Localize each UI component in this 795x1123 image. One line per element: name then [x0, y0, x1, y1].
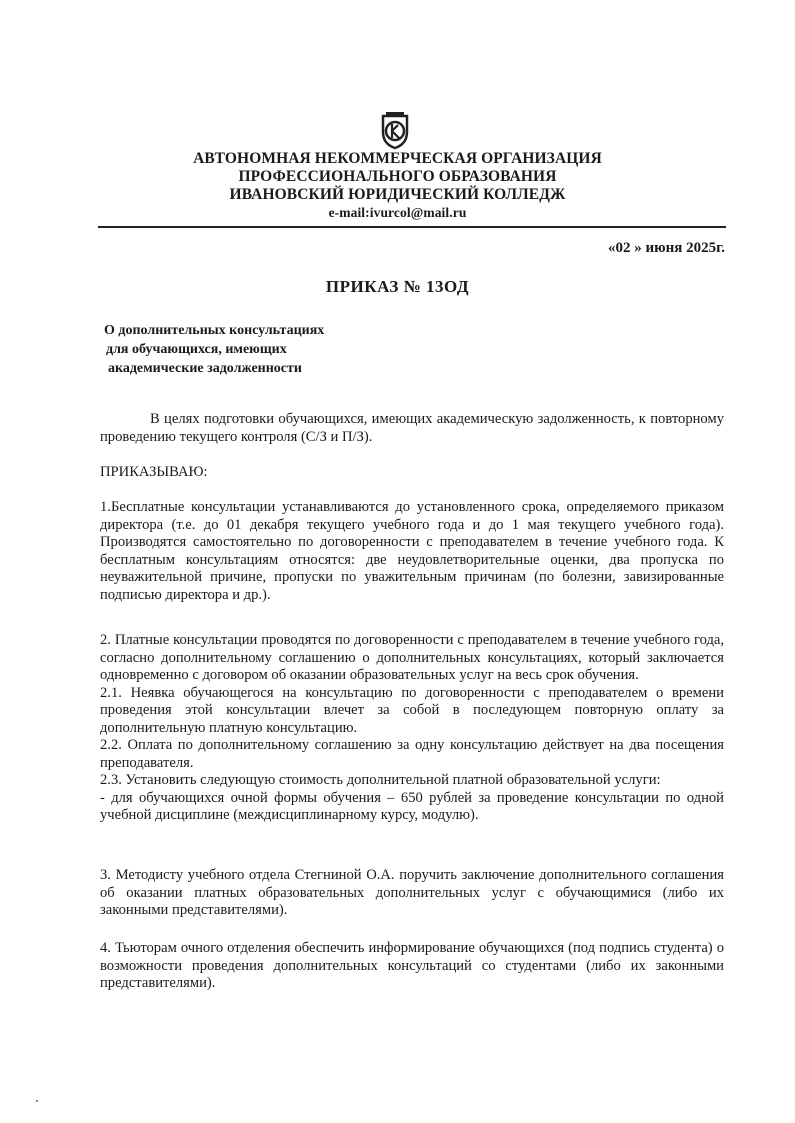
org-name-line-3: ИВАНОВСКИЙ ЮРИДИЧЕСКИЙ КОЛЛЕДЖ: [229, 186, 566, 203]
item-2-3-detail-text: - для обучающихся очной формы обучения – 650 рублей за проведение консультации по одной учебной дисциплине (междисциплинарному курсу, модулю).: [100, 789, 724, 823]
order-subject: [104, 321, 324, 378]
item-2-1-text: 2.1. Неявка обучающегося на консультацию по договоренности с преподавателем о времени проведения этой консультации влечет за собой в последующем повторную оплату за дополнительную платную консультацию.: [100, 684, 724, 736]
item-4-text: 4. Тьюторам очного отделения обеспечить информирование обучающихся (под подпись студента) о возможности проведения дополнительных консультаций со студентами (либо их законными представителями).: [100, 940, 724, 991]
item-2-2-text: 2.2. Оплата по дополнительному соглашению за одну консультацию действует на два посещения преподавателя.: [100, 737, 724, 771]
item-1-paragraph: [100, 499, 724, 604]
order-word: ПРИКАЗЫВАЮ:: [100, 464, 208, 480]
org-name-line-2: ПРОФЕССИОНАЛЬНОГО ОБРАЗОВАНИЯ: [238, 168, 557, 185]
header-divider: [98, 226, 726, 228]
order-date: «02 » июня 2025г.: [608, 240, 725, 256]
item-3-text: 3. Методисту учебного отдела Стегниной О.А. поручить заключение дополнительного соглашения об оказании платных образовательных дополнительных услуг с обучающимися (либо их законными представителями).: [100, 867, 724, 918]
order-title: ПРИКАЗ № 13ОД: [325, 277, 470, 296]
kr-crest-logo-icon: [377, 110, 413, 150]
item-3-paragraph: [100, 867, 724, 920]
intro-paragraph: [100, 411, 724, 446]
order-word-paragraph: [100, 464, 724, 482]
scan-speck: [36, 1100, 38, 1102]
item-2-3-text: 2.3. Установить следующую стоимость дополнительной платной образовательной услуги:: [100, 772, 661, 788]
subject-line-3: академические задолженности: [108, 361, 302, 376]
subject-line-1: О дополнительных консультациях: [104, 323, 325, 338]
item-2-block: [100, 632, 724, 825]
subject-line-2: для обучающихся, имеющих: [106, 342, 287, 357]
item-1-text: 1.Бесплатные консультации устанавливаются до установленного срока, определяемого приказом директора (т.е. до 01 декабря текущего учебного года и до 1 мая текущего учебного года). Производятся самостоятельно по договоренности с преподавателем в течение учебного года. К бесплатным консультациям относятся: две неудовлетворительные оценки, два пропуска по неуважительной причине, пропуски по уважительным причинам (по болезни, завизированные подписью директора и др.).: [100, 499, 724, 603]
org-email: e-mail:ivurcol@mail.ru: [328, 205, 467, 220]
item-4-paragraph: [100, 940, 724, 993]
item-2-text: 2. Платные консультации проводятся по договоренности с преподавателем в течение учебного года, согласно дополнительному соглашению о дополнительных консультациях, который заключается одновременно с договором об оказании образовательных услуг на весь срок обучения.: [100, 632, 724, 683]
org-name-line-1: АВТОНОМНАЯ НЕКОММЕРЧЕСКАЯ ОРГАНИЗАЦИЯ: [193, 150, 602, 167]
intro-text: В целях подготовки обучающихся, имеющих академическую задолженность, к повторному проведению текущего контроля (С/З и П/З).: [100, 411, 724, 445]
